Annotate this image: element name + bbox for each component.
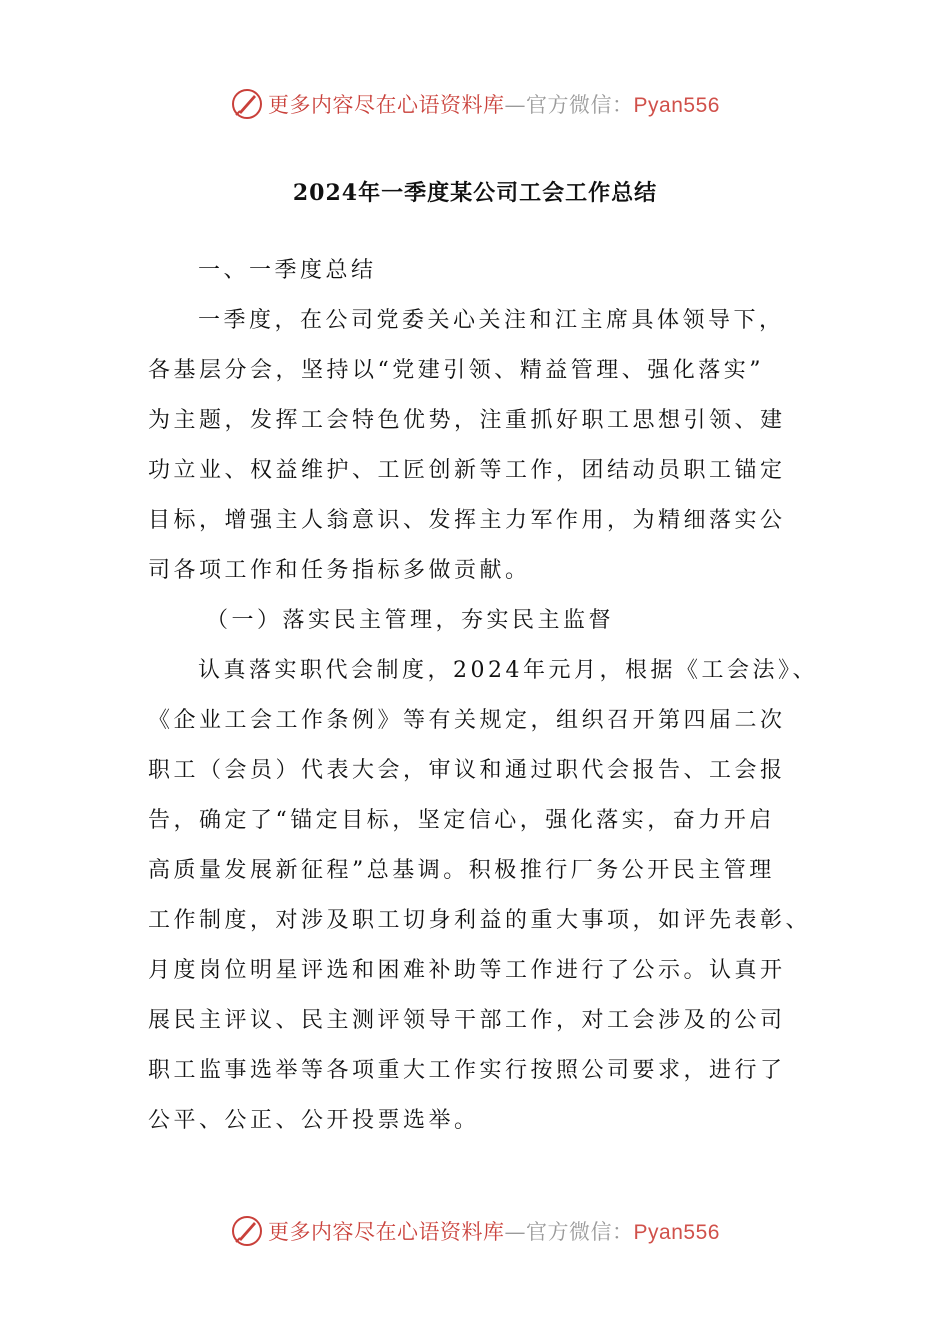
watermark-separator: — [504, 93, 527, 117]
document-title: 2024年一季度某公司工会工作总结 [292, 180, 658, 206]
paragraph-line: 职工监事选举等各项重大工作实行按照公司要求，进行了 [148, 1058, 786, 1083]
watermark-wechat-id: Pyan556 [633, 94, 720, 117]
paragraph-line: 为主题，发挥工会特色优势，注重抓好职工思想引领、建 [148, 408, 786, 433]
subsection-heading: （一）落实民主管理，夯实民主监督 [206, 608, 615, 633]
quill-pen-circle-icon [230, 87, 264, 121]
paragraph-line: 公平、公正、公开投票选举。 [148, 1108, 480, 1133]
watermark-wechat-label: 官方微信： [526, 1220, 634, 1244]
quill-pen-circle-icon [230, 1214, 264, 1248]
watermark-site-text: 更多内容尽在心语资料库 [268, 1220, 505, 1244]
watermark-wechat-label: 官方微信： [526, 93, 634, 117]
paragraph-line: 《企业工会工作条例》等有关规定，组织召开第四届二次 [148, 708, 786, 733]
paragraph-line: 告，确定了“锚定目标，坚定信心，强化落实，奋力开启 [148, 808, 775, 833]
paragraph-line: 一季度，在公司党委关心关注和江主席具体领导下， [198, 308, 785, 333]
paragraph-line: 功立业、权益维护、工匠创新等工作，团结动员职工锚定 [148, 458, 786, 483]
paragraph-line: 月度岗位明星评选和困难补助等工作进行了公示。认真开 [148, 958, 786, 983]
header-watermark [0, 84, 950, 124]
paragraph-line: 目标，增强主人翁意识、发挥主力军作用，为精细落实公 [148, 508, 786, 533]
watermark-wechat-id: Pyan556 [633, 1221, 720, 1244]
paragraph-line: 司各项工作和任务指标多做贡献。 [148, 558, 531, 583]
paragraph-line: 认真落实职代会制度，2024年元月，根据《工会法》、 [198, 658, 818, 683]
paragraph-line: 展民主评议、民主测评领导干部工作，对工会涉及的公司 [148, 1008, 786, 1033]
watermark-separator: — [504, 1220, 527, 1244]
paragraph-line: 高质量发展新征程”总基调。积极推行厂务公开民主管理 [148, 858, 775, 883]
paragraph-line: 职工（会员）代表大会，审议和通过职代会报告、工会报 [148, 758, 786, 783]
section-heading: 一、一季度总结 [198, 258, 377, 283]
footer-watermark [0, 1211, 950, 1251]
watermark-site-text: 更多内容尽在心语资料库 [268, 93, 505, 117]
document-body [148, 246, 818, 1146]
paragraph-line: 工作制度，对涉及职工切身利益的重大事项，如评先表彰、 [148, 908, 812, 933]
paragraph-line: 各基层分会，坚持以“党建引领、精益管理、强化落实” [148, 358, 764, 383]
